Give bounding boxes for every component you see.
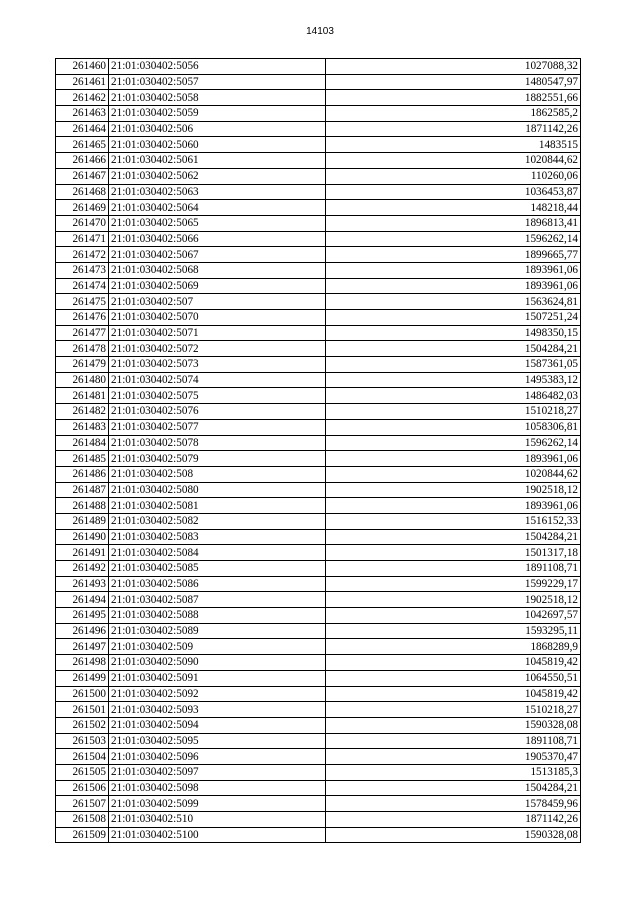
row-number-cell: 261463 xyxy=(56,106,109,122)
cadastral-value-cell: 1058306,81 xyxy=(326,419,581,435)
cadastral-value-cell: 1599229,17 xyxy=(326,576,581,592)
cadastral-value-cell: 1893961,06 xyxy=(326,451,581,467)
row-number-cell: 261485 xyxy=(56,451,109,467)
row-number-cell: 261465 xyxy=(56,137,109,153)
cadastral-value-cell: 1587361,05 xyxy=(326,357,581,373)
cadastral-number-cell: 21:01:030402:5066 xyxy=(109,231,326,247)
row-number-cell: 261492 xyxy=(56,561,109,577)
cadastral-number-cell: 21:01:030402:5058 xyxy=(109,90,326,106)
row-number-cell: 261502 xyxy=(56,717,109,733)
row-number-cell: 261477 xyxy=(56,325,109,341)
row-number-cell: 261464 xyxy=(56,121,109,137)
cadastral-number-cell: 21:01:030402:5071 xyxy=(109,325,326,341)
cadastral-number-cell: 21:01:030402:5065 xyxy=(109,215,326,231)
cadastral-value-cell: 1590328,08 xyxy=(326,827,581,843)
cadastral-number-cell: 21:01:030402:5082 xyxy=(109,513,326,529)
table-row xyxy=(56,749,581,765)
row-number-cell: 261481 xyxy=(56,388,109,404)
table-row xyxy=(56,592,581,608)
table-row xyxy=(56,310,581,326)
cadastral-number-cell: 21:01:030402:5087 xyxy=(109,592,326,608)
cadastral-value-cell: 1498350,15 xyxy=(326,325,581,341)
cadastral-value-cell: 1899665,77 xyxy=(326,247,581,263)
cadastral-number-cell: 21:01:030402:5083 xyxy=(109,529,326,545)
cadastral-number-cell: 21:01:030402:5081 xyxy=(109,498,326,514)
cadastral-value-cell: 1893961,06 xyxy=(326,278,581,294)
row-number-cell: 261478 xyxy=(56,341,109,357)
cadastral-number-cell: 21:01:030402:5100 xyxy=(109,827,326,843)
cadastral-number-cell: 21:01:030402:5067 xyxy=(109,247,326,263)
row-number-cell: 261468 xyxy=(56,184,109,200)
cadastral-number-cell: 21:01:030402:5089 xyxy=(109,623,326,639)
cadastral-value-cell: 1896813,41 xyxy=(326,215,581,231)
table-row xyxy=(56,545,581,561)
cadastral-number-cell: 21:01:030402:510 xyxy=(109,812,326,828)
table-row xyxy=(56,498,581,514)
table-row xyxy=(56,215,581,231)
cadastral-number-cell: 21:01:030402:5090 xyxy=(109,655,326,671)
cadastral-number-cell: 21:01:030402:5070 xyxy=(109,310,326,326)
table-row xyxy=(56,608,581,624)
table-row xyxy=(56,59,581,75)
table-row xyxy=(56,137,581,153)
cadastral-number-cell: 21:01:030402:5075 xyxy=(109,388,326,404)
table-row xyxy=(56,247,581,263)
table-row xyxy=(56,655,581,671)
table-row xyxy=(56,482,581,498)
cadastral-value-cell: 1893961,06 xyxy=(326,498,581,514)
cadastral-value-cell: 1510218,27 xyxy=(326,702,581,718)
cadastral-value-cell: 1593295,11 xyxy=(326,623,581,639)
cadastral-value-cell: 1596262,14 xyxy=(326,231,581,247)
row-number-cell: 261499 xyxy=(56,670,109,686)
cadastral-value-cell: 1480547,97 xyxy=(326,74,581,90)
table-row xyxy=(56,231,581,247)
table-row xyxy=(56,513,581,529)
table-row xyxy=(56,168,581,184)
table-row xyxy=(56,262,581,278)
cadastral-number-cell: 21:01:030402:5091 xyxy=(109,670,326,686)
table-row xyxy=(56,341,581,357)
table-row xyxy=(56,372,581,388)
row-number-cell: 261480 xyxy=(56,372,109,388)
table-row xyxy=(56,639,581,655)
table-row xyxy=(56,388,581,404)
table-row xyxy=(56,623,581,639)
row-number-cell: 261505 xyxy=(56,764,109,780)
row-number-cell: 261491 xyxy=(56,545,109,561)
cadastral-value-cell: 1486482,03 xyxy=(326,388,581,404)
table-row xyxy=(56,529,581,545)
row-number-cell: 261496 xyxy=(56,623,109,639)
cadastral-number-cell: 21:01:030402:5076 xyxy=(109,404,326,420)
cadastral-number-cell: 21:01:030402:5061 xyxy=(109,153,326,169)
table-row xyxy=(56,74,581,90)
cadastral-number-cell: 21:01:030402:5059 xyxy=(109,106,326,122)
table-row xyxy=(56,796,581,812)
row-number-cell: 261482 xyxy=(56,404,109,420)
table-row xyxy=(56,325,581,341)
cadastral-value-cell: 1596262,14 xyxy=(326,435,581,451)
cadastral-value-cell: 148218,44 xyxy=(326,200,581,216)
cadastral-value-cell: 1504284,21 xyxy=(326,529,581,545)
row-number-cell: 261508 xyxy=(56,812,109,828)
row-number-cell: 261469 xyxy=(56,200,109,216)
cadastral-value-cell: 1871142,26 xyxy=(326,812,581,828)
table-row xyxy=(56,686,581,702)
table-row xyxy=(56,121,581,137)
cadastral-number-cell: 21:01:030402:5096 xyxy=(109,749,326,765)
cadastral-number-cell: 21:01:030402:506 xyxy=(109,121,326,137)
table-row xyxy=(56,451,581,467)
cadastral-value-cell: 1590328,08 xyxy=(326,717,581,733)
row-number-cell: 261484 xyxy=(56,435,109,451)
cadastral-number-cell: 21:01:030402:5063 xyxy=(109,184,326,200)
cadastral-number-cell: 21:01:030402:5064 xyxy=(109,200,326,216)
table-row xyxy=(56,466,581,482)
table-row xyxy=(56,419,581,435)
row-number-cell: 261498 xyxy=(56,655,109,671)
row-number-cell: 261487 xyxy=(56,482,109,498)
row-number-cell: 261488 xyxy=(56,498,109,514)
row-number-cell: 261483 xyxy=(56,419,109,435)
table-row xyxy=(56,702,581,718)
table-row xyxy=(56,184,581,200)
cadastral-number-cell: 21:01:030402:5069 xyxy=(109,278,326,294)
table-row xyxy=(56,561,581,577)
cadastral-value-cell: 1882551,66 xyxy=(326,90,581,106)
table-row xyxy=(56,827,581,843)
cadastral-value-cell: 1893961,06 xyxy=(326,262,581,278)
cadastral-number-cell: 21:01:030402:5072 xyxy=(109,341,326,357)
cadastral-value-cell: 1905370,47 xyxy=(326,749,581,765)
row-number-cell: 261460 xyxy=(56,59,109,75)
cadastral-value-cell: 1871142,26 xyxy=(326,121,581,137)
cadastral-value-cell: 1516152,33 xyxy=(326,513,581,529)
cadastral-value-cell: 1495383,12 xyxy=(326,372,581,388)
table-row xyxy=(56,435,581,451)
table-row xyxy=(56,576,581,592)
cadastral-number-cell: 21:01:030402:5098 xyxy=(109,780,326,796)
row-number-cell: 261479 xyxy=(56,357,109,373)
cadastral-value-cell: 1483515 xyxy=(326,137,581,153)
cadastral-value-cell: 1501317,18 xyxy=(326,545,581,561)
cadastral-number-cell: 21:01:030402:5086 xyxy=(109,576,326,592)
cadastral-value-cell: 1045819,42 xyxy=(326,655,581,671)
table-row xyxy=(56,153,581,169)
table-row xyxy=(56,812,581,828)
cadastral-value-table xyxy=(55,58,581,843)
table-body xyxy=(56,59,581,843)
table-row xyxy=(56,733,581,749)
row-number-cell: 261504 xyxy=(56,749,109,765)
cadastral-value-cell: 1563624,81 xyxy=(326,294,581,310)
row-number-cell: 261506 xyxy=(56,780,109,796)
row-number-cell: 261493 xyxy=(56,576,109,592)
row-number-cell: 261470 xyxy=(56,215,109,231)
cadastral-number-cell: 21:01:030402:5056 xyxy=(109,59,326,75)
cadastral-value-cell: 1578459,96 xyxy=(326,796,581,812)
row-number-cell: 261495 xyxy=(56,608,109,624)
table-row xyxy=(56,294,581,310)
cadastral-value-cell: 110260,06 xyxy=(326,168,581,184)
row-number-cell: 261489 xyxy=(56,513,109,529)
cadastral-number-cell: 21:01:030402:5080 xyxy=(109,482,326,498)
cadastral-value-cell: 1064550,51 xyxy=(326,670,581,686)
cadastral-value-cell: 1868289,9 xyxy=(326,639,581,655)
page-number: 14103 xyxy=(306,26,334,37)
cadastral-number-cell: 21:01:030402:5094 xyxy=(109,717,326,733)
table-row xyxy=(56,357,581,373)
cadastral-number-cell: 21:01:030402:5068 xyxy=(109,262,326,278)
cadastral-number-cell: 21:01:030402:5074 xyxy=(109,372,326,388)
cadastral-value-cell: 1042697,57 xyxy=(326,608,581,624)
cadastral-number-cell: 21:01:030402:5097 xyxy=(109,764,326,780)
row-number-cell: 261500 xyxy=(56,686,109,702)
row-number-cell: 261501 xyxy=(56,702,109,718)
cadastral-number-cell: 21:01:030402:5060 xyxy=(109,137,326,153)
cadastral-value-cell: 1510218,27 xyxy=(326,404,581,420)
cadastral-value-cell: 1891108,71 xyxy=(326,561,581,577)
cadastral-value-cell: 1902518,12 xyxy=(326,482,581,498)
cadastral-value-cell: 1891108,71 xyxy=(326,733,581,749)
cadastral-number-cell: 21:01:030402:5088 xyxy=(109,608,326,624)
row-number-cell: 261466 xyxy=(56,153,109,169)
row-number-cell: 261503 xyxy=(56,733,109,749)
cadastral-number-cell: 21:01:030402:5085 xyxy=(109,561,326,577)
cadastral-value-cell: 1902518,12 xyxy=(326,592,581,608)
table-row xyxy=(56,90,581,106)
row-number-cell: 261497 xyxy=(56,639,109,655)
cadastral-number-cell: 21:01:030402:5078 xyxy=(109,435,326,451)
cadastral-number-cell: 21:01:030402:5077 xyxy=(109,419,326,435)
table-row xyxy=(56,717,581,733)
table-row xyxy=(56,200,581,216)
row-number-cell: 261475 xyxy=(56,294,109,310)
row-number-cell: 261471 xyxy=(56,231,109,247)
cadastral-value-cell: 1513185,3 xyxy=(326,764,581,780)
cadastral-number-cell: 21:01:030402:508 xyxy=(109,466,326,482)
cadastral-number-cell: 21:01:030402:5084 xyxy=(109,545,326,561)
row-number-cell: 261490 xyxy=(56,529,109,545)
cadastral-value-cell: 1862585,2 xyxy=(326,106,581,122)
table-row xyxy=(56,106,581,122)
cadastral-value-cell: 1020844,62 xyxy=(326,466,581,482)
cadastral-number-cell: 21:01:030402:5093 xyxy=(109,702,326,718)
row-number-cell: 261462 xyxy=(56,90,109,106)
table-row xyxy=(56,278,581,294)
cadastral-number-cell: 21:01:030402:5073 xyxy=(109,357,326,373)
cadastral-number-cell: 21:01:030402:5099 xyxy=(109,796,326,812)
table-row xyxy=(56,670,581,686)
cadastral-value-cell: 1507251,24 xyxy=(326,310,581,326)
cadastral-value-cell: 1020844,62 xyxy=(326,153,581,169)
cadastral-value-cell: 1045819,42 xyxy=(326,686,581,702)
cadastral-value-cell: 1504284,21 xyxy=(326,341,581,357)
table-row xyxy=(56,404,581,420)
cadastral-number-cell: 21:01:030402:5062 xyxy=(109,168,326,184)
row-number-cell: 261507 xyxy=(56,796,109,812)
cadastral-number-cell: 21:01:030402:509 xyxy=(109,639,326,655)
cadastral-number-cell: 21:01:030402:507 xyxy=(109,294,326,310)
cadastral-value-cell: 1036453,87 xyxy=(326,184,581,200)
row-number-cell: 261461 xyxy=(56,74,109,90)
row-number-cell: 261467 xyxy=(56,168,109,184)
table-row xyxy=(56,764,581,780)
row-number-cell: 261474 xyxy=(56,278,109,294)
cadastral-value-cell: 1027088,32 xyxy=(326,59,581,75)
row-number-cell: 261472 xyxy=(56,247,109,263)
cadastral-number-cell: 21:01:030402:5092 xyxy=(109,686,326,702)
row-number-cell: 261486 xyxy=(56,466,109,482)
row-number-cell: 261476 xyxy=(56,310,109,326)
cadastral-value-cell: 1504284,21 xyxy=(326,780,581,796)
table-row xyxy=(56,780,581,796)
cadastral-number-cell: 21:01:030402:5057 xyxy=(109,74,326,90)
row-number-cell: 261509 xyxy=(56,827,109,843)
row-number-cell: 261473 xyxy=(56,262,109,278)
row-number-cell: 261494 xyxy=(56,592,109,608)
cadastral-number-cell: 21:01:030402:5095 xyxy=(109,733,326,749)
cadastral-number-cell: 21:01:030402:5079 xyxy=(109,451,326,467)
